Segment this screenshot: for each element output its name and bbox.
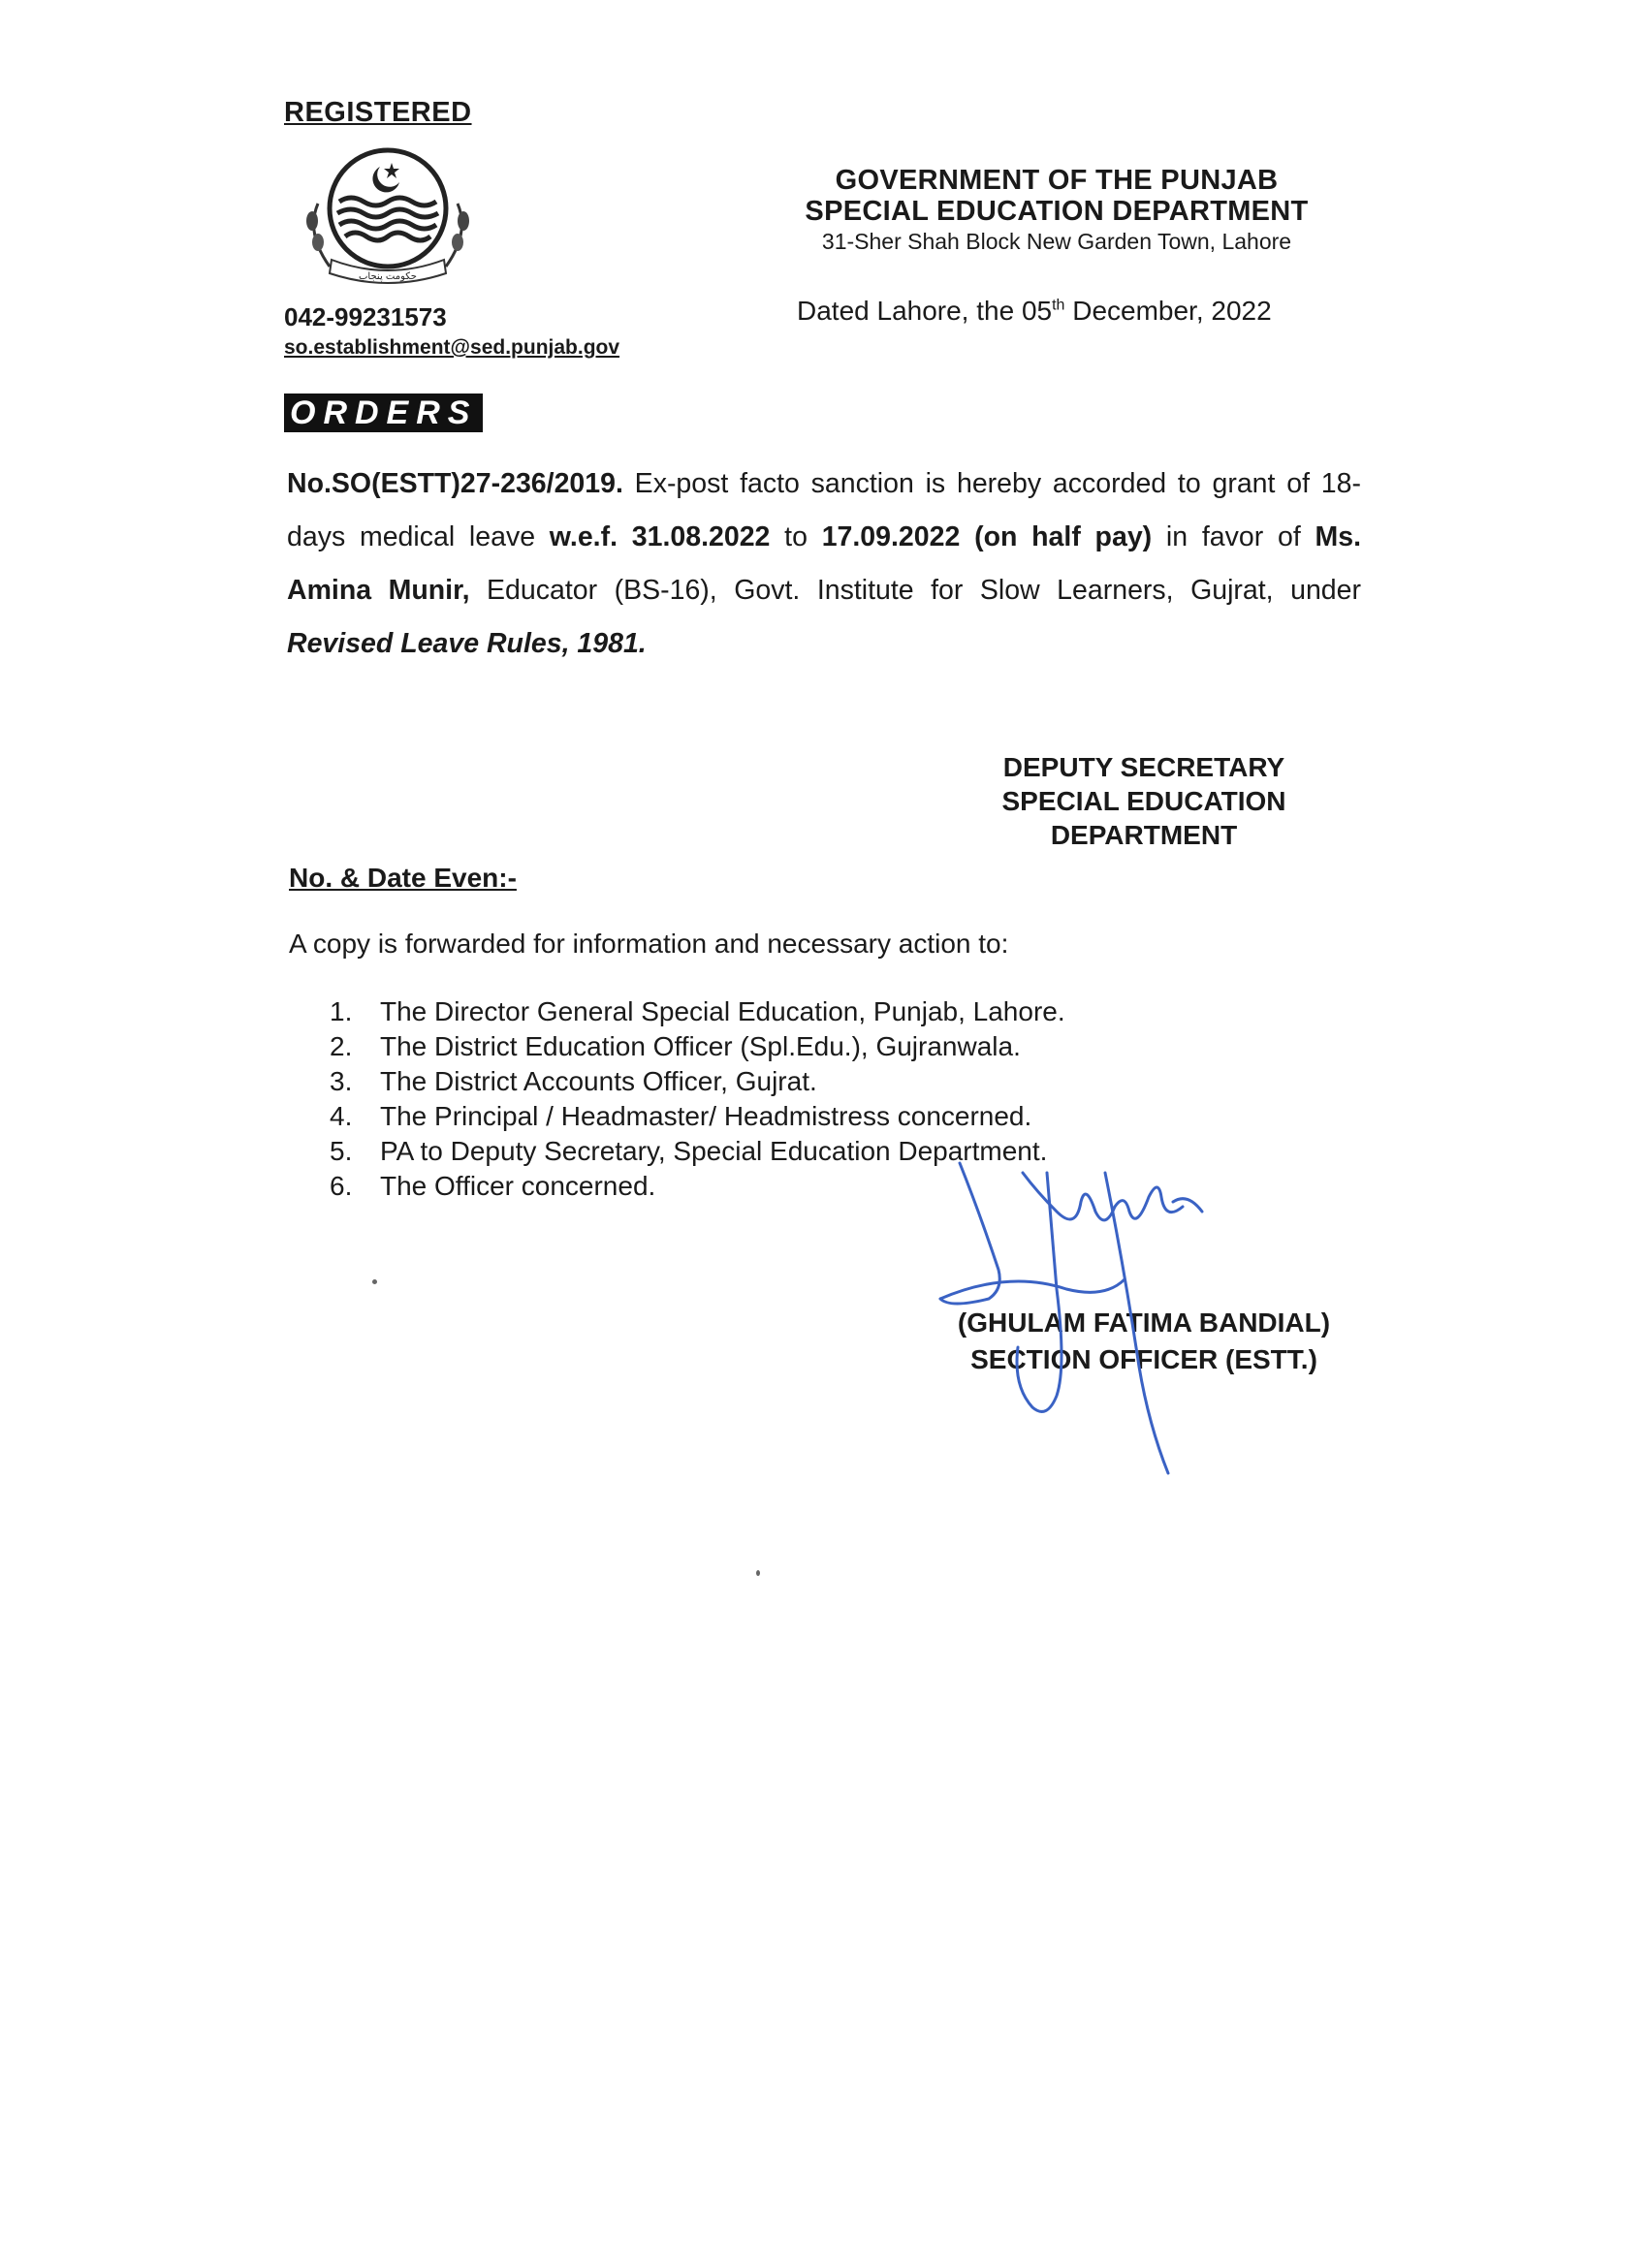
order-wef-date: w.e.f. 31.08.2022 [549,521,771,552]
copy-forward-text: A copy is forwarded for information and necessary action to: [289,929,1009,959]
list-item-number: 3. [330,1066,353,1096]
list-item-text: The Officer concerned. [380,1171,656,1201]
dated-ordinal: th [1052,297,1065,314]
list-item-number: 2. [330,1031,353,1061]
list-item [330,994,1065,1029]
punjab-government-logo [291,145,485,291]
order-text-3: in favor of [1152,521,1315,552]
deputy-title-line1: DEPUTY SECRETARY [1002,752,1285,782]
order-to-date: 17.09.2022 (on half pay) [821,521,1153,552]
list-item-text: PA to Deputy Secretary, Special Education Department. [380,1136,1048,1166]
handwritten-signature [911,1153,1260,1483]
scan-speck [372,1279,377,1284]
order-number: No.SO(ESTT)27-236/2019. [287,468,623,499]
dated-prefix: Dated Lahore, the 05 [797,296,1053,326]
dated-suffix: December, 2022 [1064,296,1272,326]
order-text-4: Educator (BS-16), Govt. Institute for Slow Learners, Gujrat, under [469,575,1361,606]
phone-number: 042-99231573 [284,302,447,331]
order-paragraph [287,457,1361,671]
order-text-2: to [770,521,822,552]
no-date-even: No. & Date Even:- [289,863,517,893]
list-item-text: The District Accounts Officer, Gujrat. [380,1066,817,1096]
section-officer-name: (GHULAM FATIMA BANDIAL) [957,1307,1331,1338]
list-item-number: 4. [330,1101,353,1131]
dated-line [797,296,1272,327]
section-officer-title: SECTION OFFICER (ESTT.) [970,1344,1317,1374]
registered-label: REGISTERED [284,97,472,128]
department-title: SPECIAL EDUCATION DEPARTMENT [805,196,1309,227]
email-link[interactable]: so.establishment@sed.punjab.gov [284,336,620,359]
orders-heading: ORDERS [284,394,483,432]
government-header [756,165,1357,256]
deputy-title-line3: DEPARTMENT [1050,820,1238,850]
list-item-text: The Principal / Headmaster/ Headmistress concerned. [380,1101,1032,1131]
scan-speck [756,1570,760,1576]
list-item-text: The District Education Officer (Spl.Edu.), Gujranwala. [380,1031,1021,1061]
government-title: GOVERNMENT OF THE PUNJAB [835,165,1279,196]
list-item-text: The Director General Special Education, Punjab, Lahore. [380,996,1065,1026]
list-item-number: 1. [330,996,353,1026]
list-item-number: 5. [330,1136,353,1166]
list-item [330,1099,1065,1134]
list-item-number: 6. [330,1171,353,1201]
deputy-secretary-block [960,750,1328,852]
list-item [330,1029,1065,1064]
logo-motto-text: حکومت پنجاب [359,271,417,282]
order-text-1: Ex-post facto sanction is hereby accorded to grant of 18-days medical leave [287,468,1361,552]
employee-name: Ms. Amina Munir, [287,521,1362,606]
list-item [330,1064,1065,1099]
department-address: 31-Sher Shah Block New Garden Town, Lahore [821,229,1292,254]
deputy-title-line2: SPECIAL EDUCATION [1001,786,1286,816]
leave-rules: Revised Leave Rules, 1981. [287,628,647,659]
